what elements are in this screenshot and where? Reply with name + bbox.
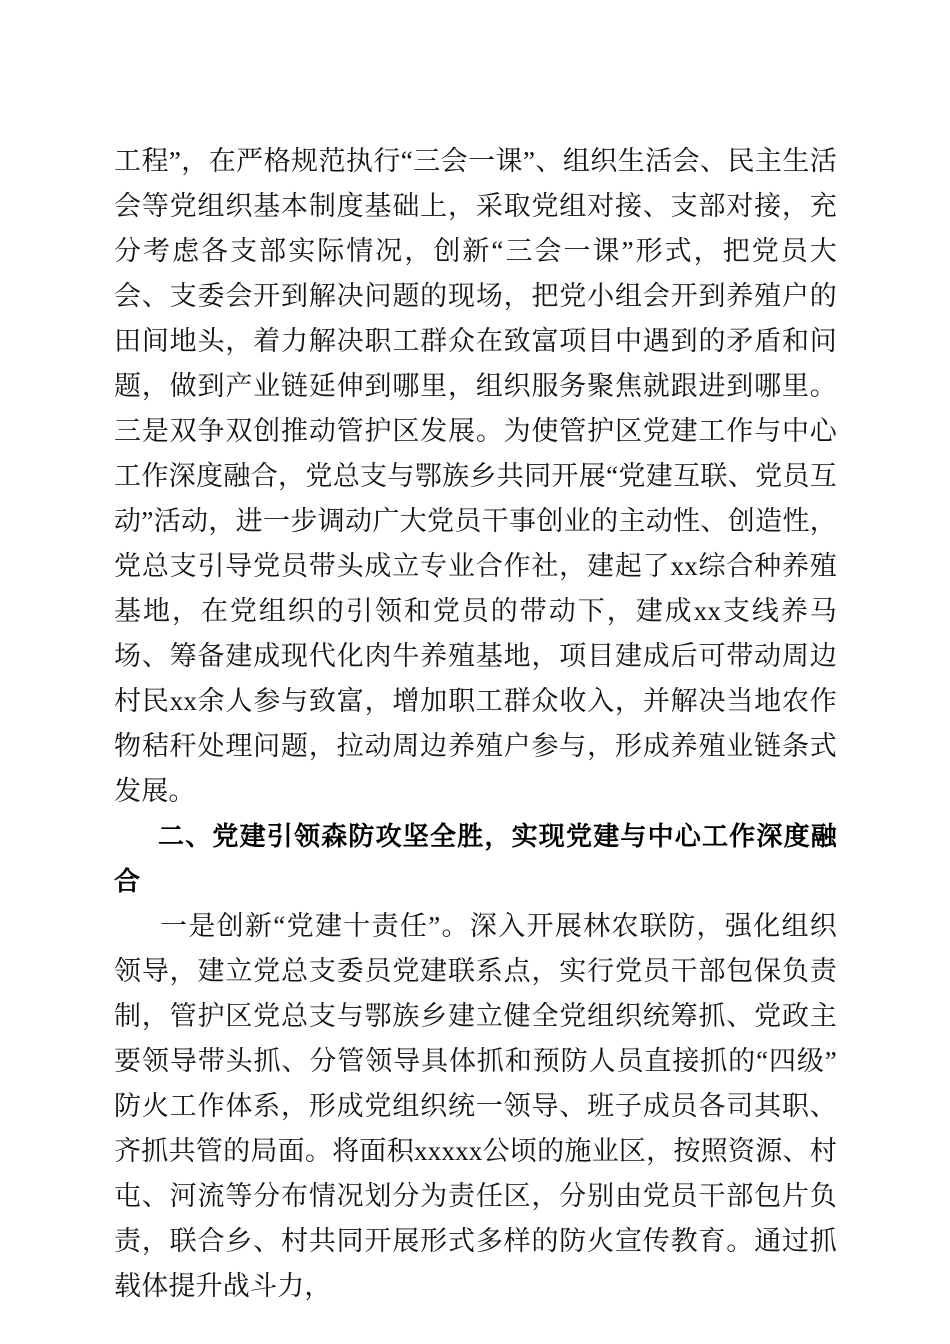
body-paragraph: 一是创新“党建十责任”。深入开展林农联防，强化组织领导，建立党总支委员党建联系点，实行党员干部包保负责制，管护区党总支与鄂族乡建立健全党组织统筹抓、党政主要领导带头抓、分管领导具体抓和预防人员直接抓的“四级”防火工作体系，形成党组织统一领导、班子成员各司其职、齐抓共管的局面。将面积xxxxx公顷的施业区，按照资源、村屯、河流等分布情况划分为责任区，分别由党员干部包片负责，联合乡、村共同开展形式多样的防火宣传教育。通过抓载体提升战斗力， (114, 911, 837, 1301)
section-heading: 二、党建引领森防攻坚全胜，实现党建与中心工作深度融合 (114, 821, 837, 896)
body-paragraph-continuation: 工程”，在严格规范执行“三会一课”、组织生活会、民主生活会等党组织基本制度基础上，采取党组对接、支部对接，充分考虑各支部实际情况，创新“三会一课”形式，把党员大会、支委会开到解决问题的现场，把党小组会开到养殖户的田间地头，着力解决职工群众在致富项目中遇到的矛盾和问题，做到产业链延伸到哪里，组织服务聚焦就跟进到哪里。三是双争双创推动管护区发展。为使管护区党建工作与中心工作深度融合，党总支与鄂族乡共同开展“党建互联、党员互动”活动，进一步调动广大党员干事创业的主动性、创造性，党总支引导党员带头成立专业合作社，建起了xx综合种养殖基地，在党组织的引领和党员的带动下，建成xx支线养马场、筹备建成现代化肉牛养殖基地，项目建成后可带动周边村民xx余人参与致富，增加职工群众收入，并解决当地农作物秸秆处理问题，拉动周边养殖户参与，形成养殖业链条式发展。 (114, 146, 837, 806)
